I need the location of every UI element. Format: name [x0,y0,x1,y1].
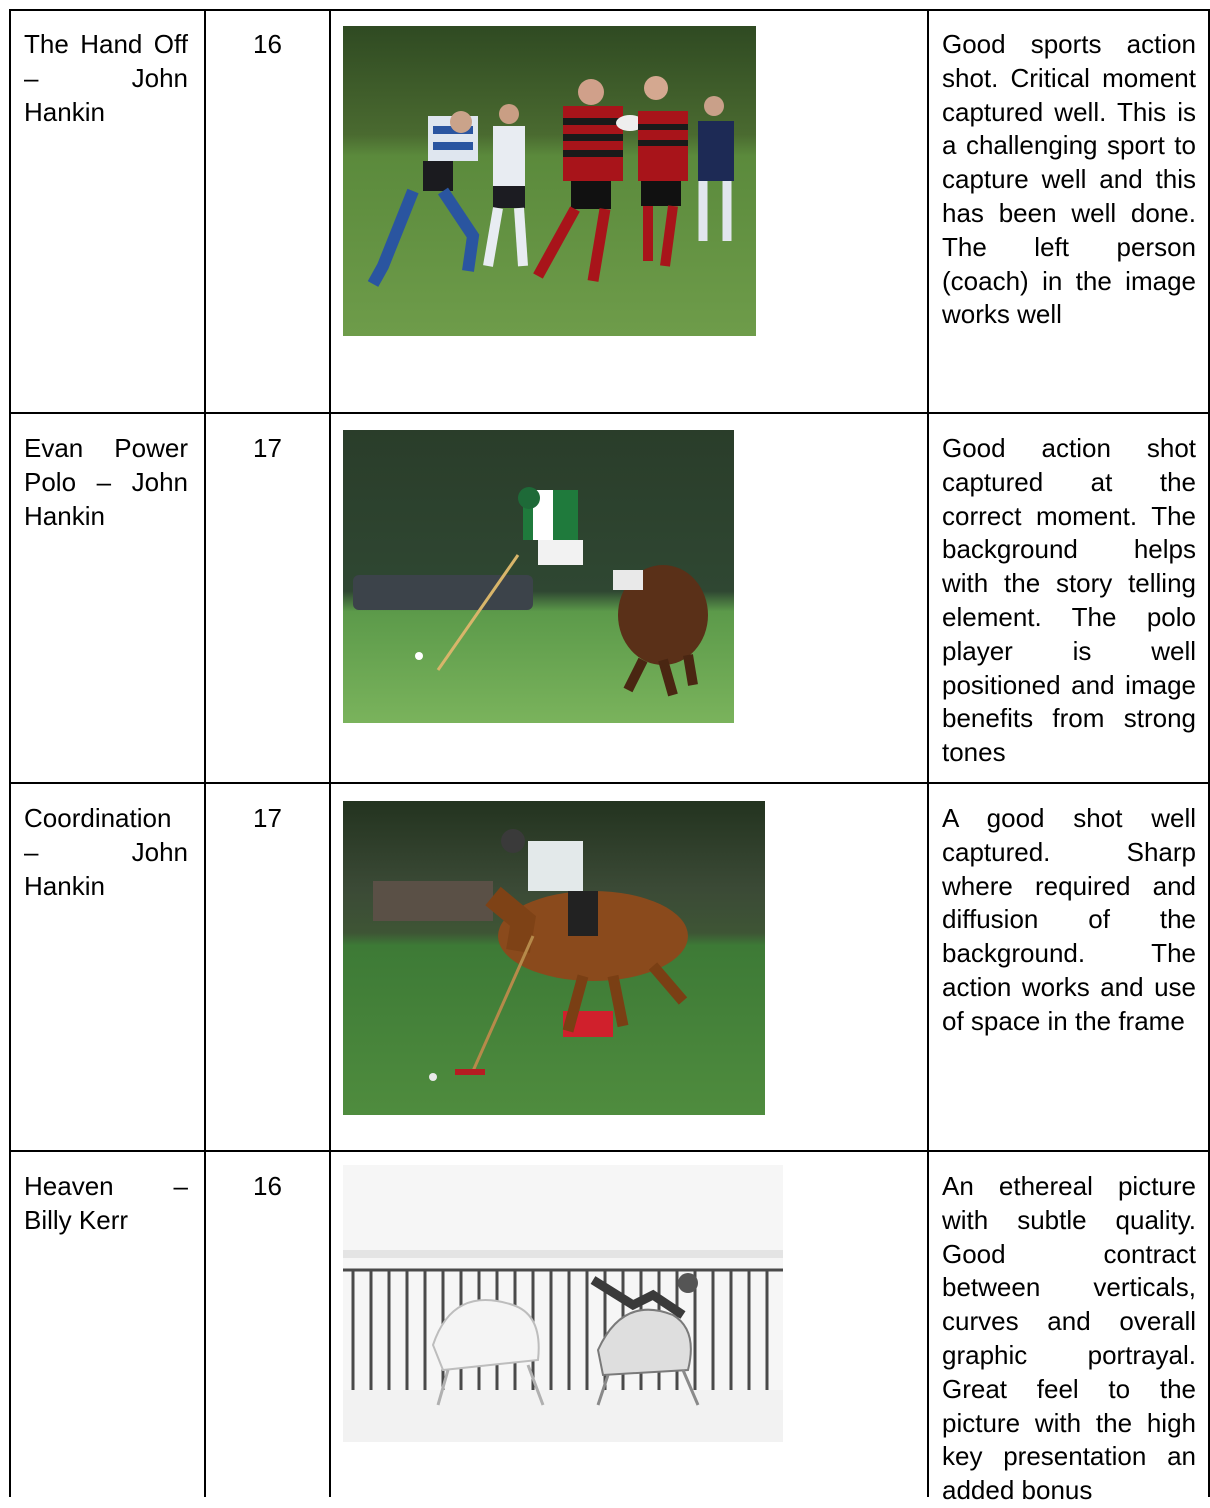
entry-comment: An ethereal picture with subtle quality. Good contract between verticals, curves and overall graphic portrayal. Great feel to the picture with the high key presentation an added bonus [942,1171,1196,1506]
entry-title: Evan Power Polo – John Hankin [24,433,188,531]
entry-comment: Good sports action shot. Critical moment captured well. This is a challenging sport to capture well and this has been well done. The left person (coach) in the image works well [942,29,1196,330]
table-border-col1 [204,10,206,1497]
table-border-col2 [329,10,331,1497]
entry-comment: Good action shot captured at the correct moment. The background helps with the story telling element. The polo player is well positioned and image benefits from strong tones [942,433,1196,768]
polo-horse-photo [343,801,765,1115]
polo-player-photo [343,430,734,723]
entry-title: The Hand Off – John Hankin [24,29,188,127]
entry-comment: A good shot well captured. Sharp where required and diffusion of the background. The action works and use of space in the frame [942,803,1196,1036]
row-divider-1 [9,412,1210,414]
table-border-col3 [927,10,929,1497]
row-divider-3 [9,1150,1210,1152]
high-key-chairs-photo [343,1165,783,1442]
row-divider-2 [9,782,1210,784]
entry-score: 17 [253,803,282,833]
rugby-match-photo [343,26,756,336]
entry-score: 16 [253,1171,282,1201]
entry-score: 16 [253,29,282,59]
entry-score: 17 [253,433,282,463]
entry-title: Heaven – Billy Kerr [24,1171,188,1235]
entry-title: Coordination – John Hankin [24,803,188,901]
table-border-top [9,9,1210,11]
table-border-left [9,10,11,1497]
